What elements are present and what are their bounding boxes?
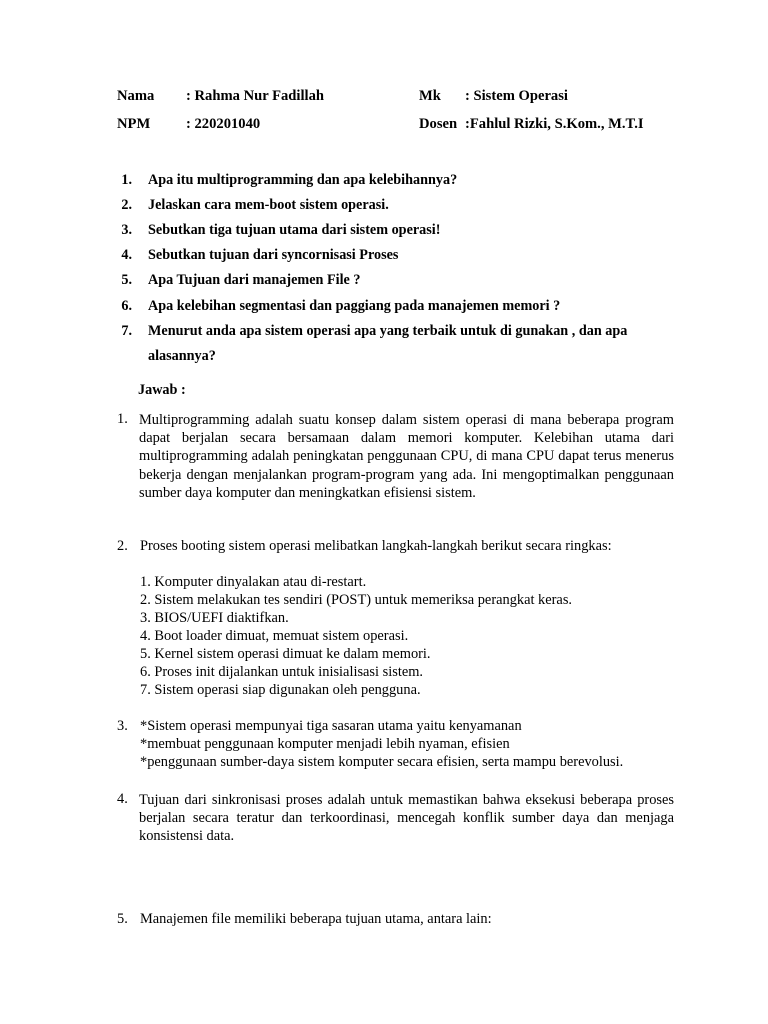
question-number: 2. <box>121 197 132 213</box>
question-text: Apa Tujuan dari manajemen File ? <box>148 272 361 288</box>
question-text: Jelaskan cara mem-boot sistem operasi. <box>148 197 389 213</box>
question-text: Menurut anda apa sistem operasi apa yang terbaik untuk di gunakan , dan apa <box>148 323 628 339</box>
question-number: 1. <box>121 172 132 188</box>
npm-label: NPM <box>117 116 151 132</box>
question-number: 5. <box>121 272 132 288</box>
answer-5-text: Manajemen file memiliki beberapa tujuan utama, antara lain: <box>140 911 492 927</box>
answer-4-text: Tujuan dari sinkronisasi proses adalah untuk memastikan bahwa eksekusi beberapa proses berjalan secara teratur dan terkoordinasi, mencegah konflik sumber daya dan menjaga konsistensi data. <box>139 792 674 845</box>
mk-value: : Sistem Operasi <box>465 88 568 104</box>
boot-step: 4. Boot loader dimuat, memuat sistem operasi. <box>140 628 409 644</box>
answer-1-text: Multiprogramming adalah suatu konsep dalam sistem operasi di mana beberapa program dapat berjalan secara bersamaan dalam memori komputer. Kelebihan utama dari multiprogramming adalah peningkatan penggunaan CPU, di mana CPU dapat terus menerus bekerja dengan menjalankan program-program yang ada. Ini mengoptimalkan penggunaan sumber daya komputer dan meningkatkan efisiensi sistem. <box>139 412 674 501</box>
answer-heading: Jawab : <box>138 382 186 398</box>
answer-3-line: *Sistem operasi mempunyai tiga sasaran utama yaitu kenyamanan <box>140 718 522 734</box>
answer-2-intro: Proses booting sistem operasi melibatkan langkah-langkah berikut secara ringkas: <box>140 538 612 554</box>
boot-step: 6. Proses init dijalankan untuk inisialisasi sistem. <box>140 664 423 680</box>
boot-step: 7. Sistem operasi siap digunakan oleh pengguna. <box>140 682 421 698</box>
question-text: Sebutkan tujuan dari syncornisasi Proses <box>148 247 399 263</box>
question-text: Apa kelebihan segmentasi dan paggiang pada manajemen memori ? <box>148 298 561 314</box>
answer-number: 5. <box>117 911 128 927</box>
question-text: Apa itu multiprogramming dan apa kelebihannya? <box>148 172 458 188</box>
nama-label: Nama <box>117 88 155 104</box>
question-number: 6. <box>121 298 132 314</box>
npm-value: : 220201040 <box>186 116 261 132</box>
question-text: Sebutkan tiga tujuan utama dari sistem operasi! <box>148 222 441 238</box>
boot-step: 2. Sistem melakukan tes sendiri (POST) untuk memeriksa perangkat keras. <box>140 592 573 608</box>
question-number: 7. <box>121 323 132 339</box>
question-number: 4. <box>121 247 132 263</box>
nama-value: : Rahma Nur Fadillah <box>186 88 324 104</box>
boot-step: 1. Komputer dinyalakan atau di-restart. <box>140 574 367 590</box>
answer-number: 1. <box>117 411 128 427</box>
mk-label: Mk <box>419 88 441 104</box>
answer-number: 3. <box>117 718 128 734</box>
answer-3-line: *membuat penggunaan komputer menjadi lebih nyaman, efisien <box>140 736 510 752</box>
question-text-continued: alasannya? <box>148 348 216 364</box>
dosen-label: Dosen <box>419 116 458 132</box>
boot-step: 3. BIOS/UEFI diaktifkan. <box>140 610 289 626</box>
question-number: 3. <box>121 222 132 238</box>
dosen-value: :Fahlul Rizki, S.Kom., M.T.I <box>465 116 644 132</box>
boot-step: 5. Kernel sistem operasi dimuat ke dalam memori. <box>140 646 431 662</box>
answer-number: 4. <box>117 791 128 807</box>
answer-3-line: *penggunaan sumber-daya sistem komputer secara efisien, serta mampu berevolusi. <box>140 754 624 770</box>
answer-number: 2. <box>117 538 128 554</box>
